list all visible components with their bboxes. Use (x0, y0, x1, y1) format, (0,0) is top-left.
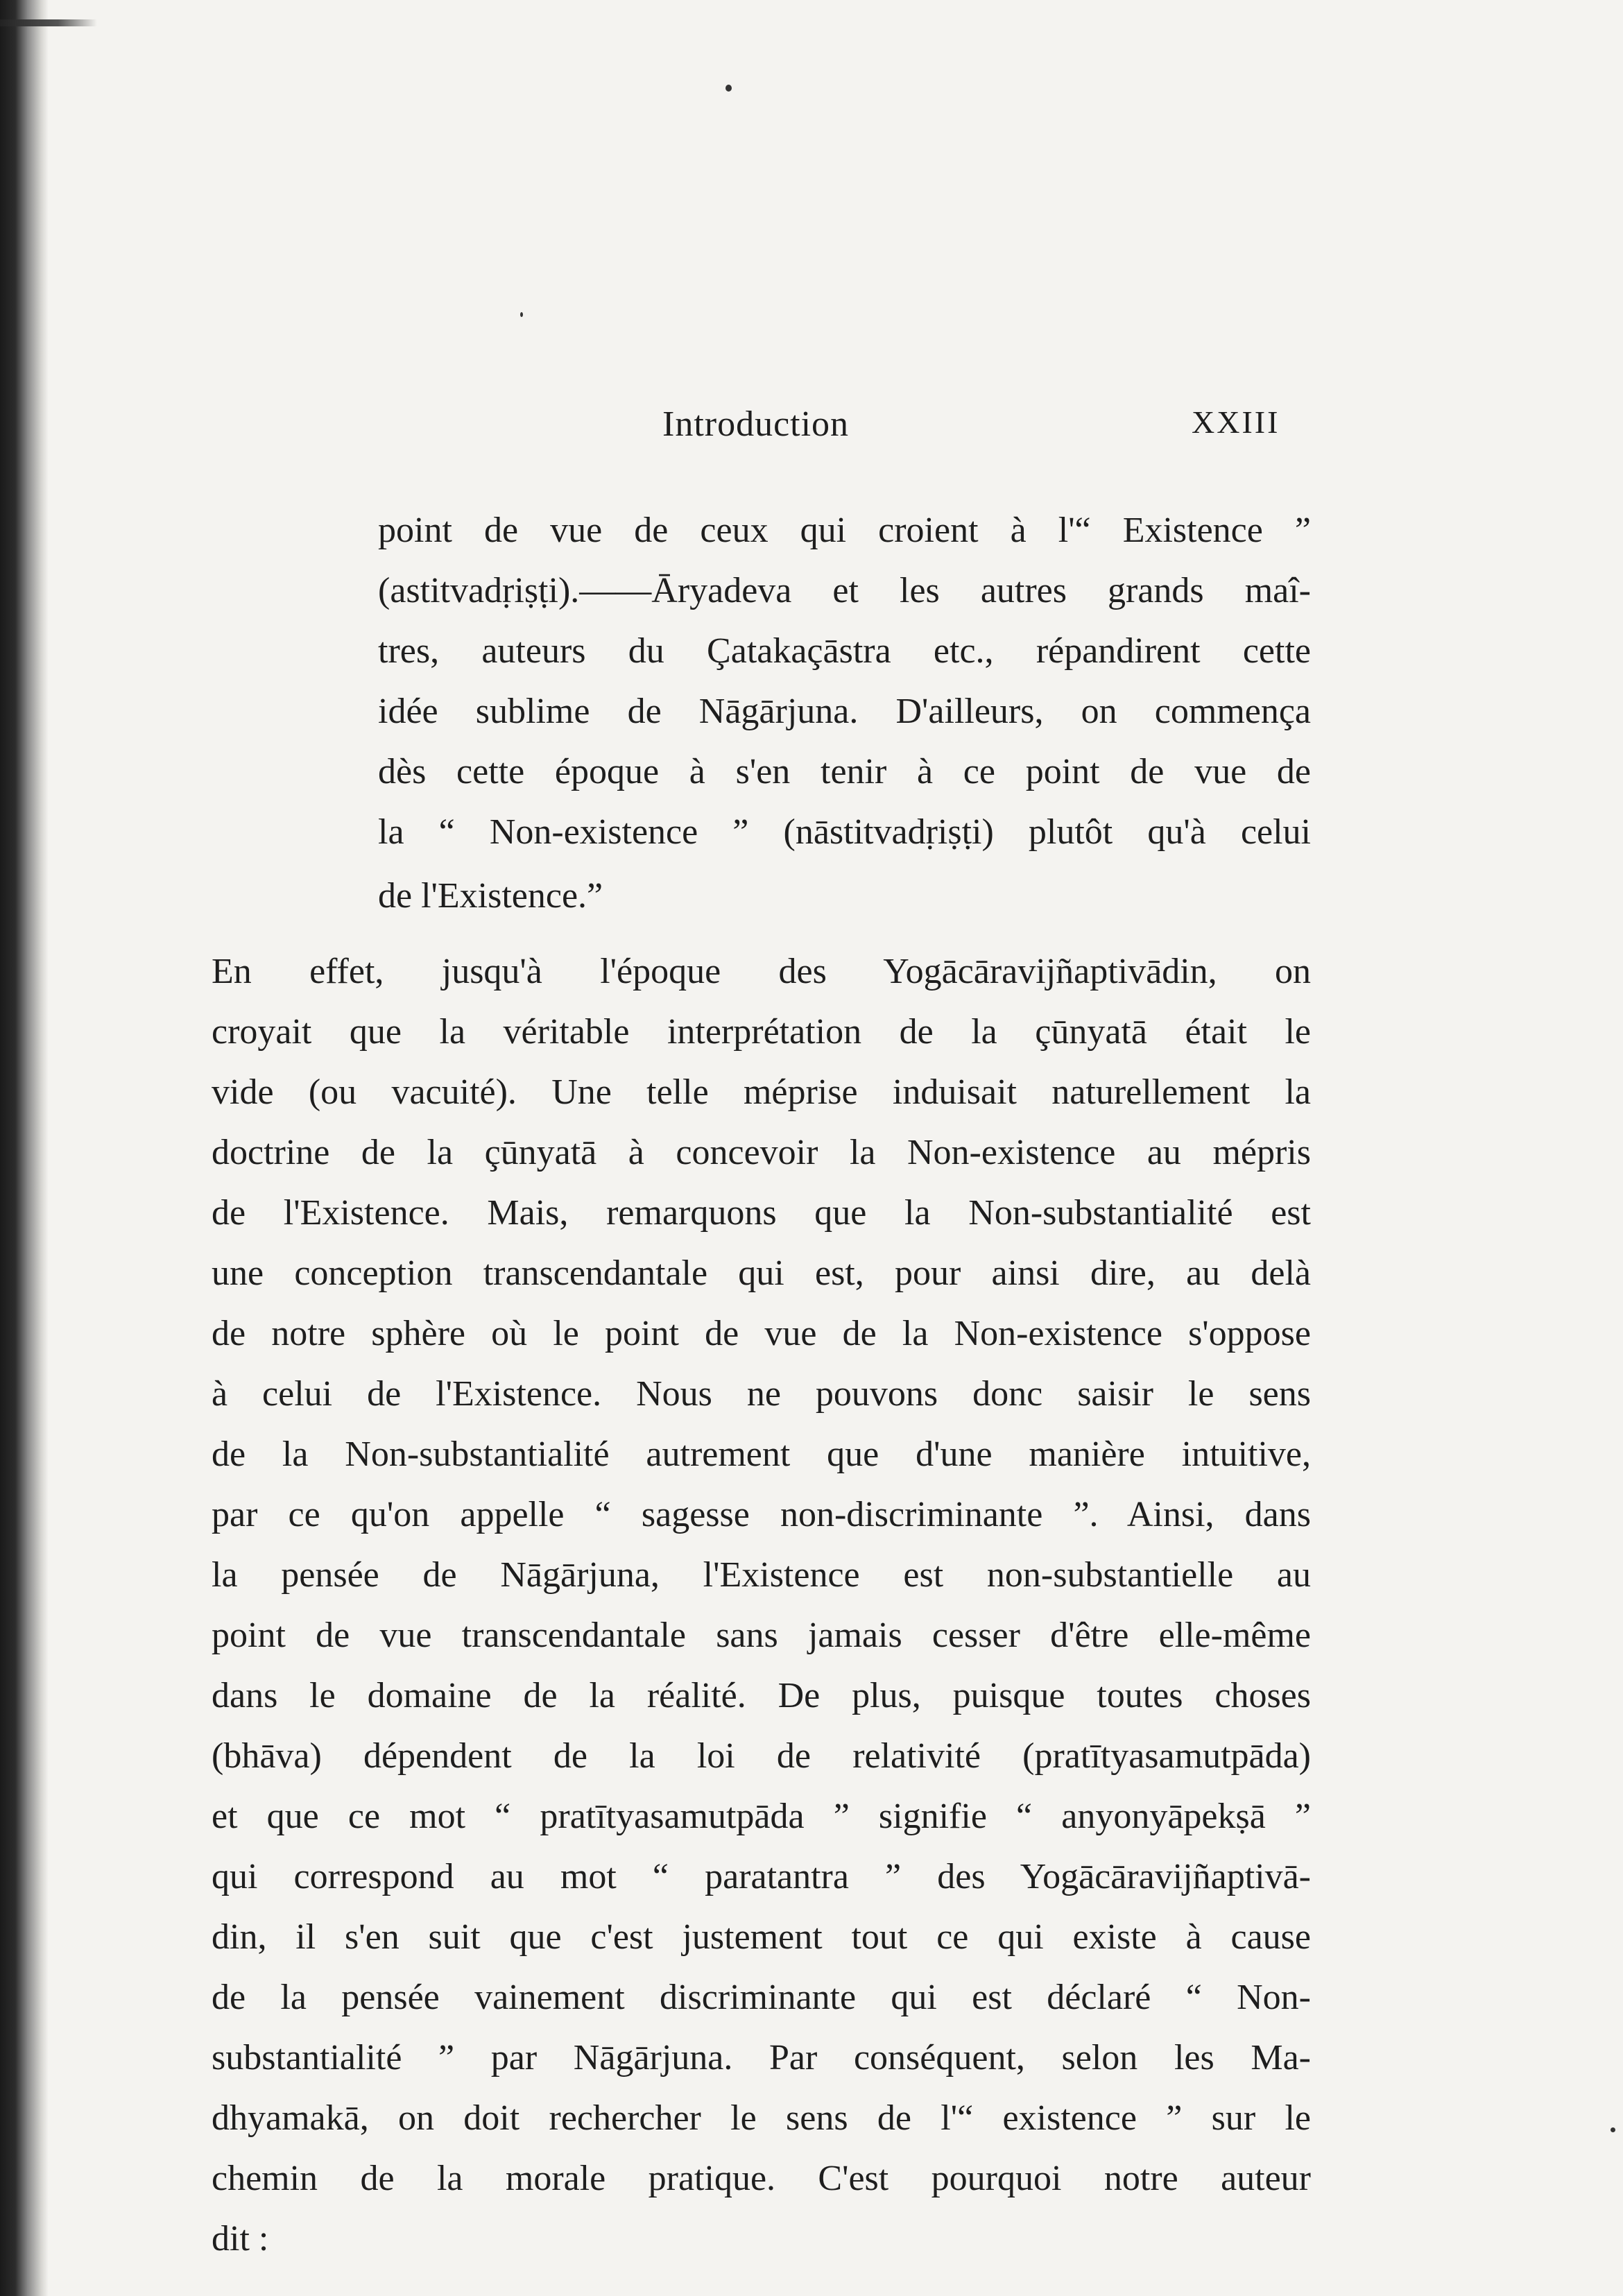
quote-line: idée sublime de Nāgārjuna. D'ailleurs, on commença (378, 692, 1311, 731)
body-line: substantialité ” par Nāgārjuna. Par conséquent, selon les Ma- (212, 2038, 1311, 2077)
body-line: point de vue transcendantale sans jamais cesser d'être elle-même (212, 1616, 1311, 1655)
body-line: En effet, jusqu'à l'époque des Yogācāravijñaptivādin, on (212, 952, 1311, 991)
quote-line: point de vue de ceux qui croient à l'“ Existence ” (378, 511, 1311, 550)
book-spine-shadow (0, 0, 49, 2296)
body-line: (bhāva) dépendent de la loi de relativité (pratītyasamutpāda) (212, 1736, 1311, 1776)
quote-line: dès cette époque à s'en tenir à ce point de vue de (378, 752, 1311, 791)
page-number: XXIII (1192, 404, 1280, 440)
body-line: de la pensée vainement discriminante qui est déclaré “ Non- (212, 1978, 1311, 2017)
body-line: de la Non-substantialité autrement que d'une manière intuitive, (212, 1434, 1311, 1474)
ink-speck (1611, 2127, 1615, 2132)
body-line: dit : (212, 2219, 269, 2259)
body-line: din, il s'en suit que c'est justement tout ce qui existe à cause (212, 1917, 1311, 1957)
body-line: croyait que la véritable interprétation de la çūnyatā était le (212, 1012, 1311, 1052)
quote-line: de l'Existence.” (378, 876, 603, 916)
ink-speck (725, 85, 732, 92)
body-line: une conception transcendantale qui est, pour ainsi dire, au delà (212, 1253, 1311, 1293)
body-line: vide (ou vacuité). Une telle méprise induisait naturellement la (212, 1072, 1311, 1112)
body-line: dhyamakā, on doit rechercher le sens de l'“ existence ” sur le (212, 2098, 1311, 2138)
running-title: Introduction (662, 404, 850, 444)
book-spine-top-edge (0, 19, 97, 26)
body-line: la pensée de Nāgārjuna, l'Existence est non-substantielle au (212, 1555, 1311, 1595)
body-line: qui correspond au mot “ paratantra ” des Yogācāravijñaptivā- (212, 1857, 1311, 1896)
ink-speck (520, 312, 523, 317)
body-line: par ce qu'on appelle “ sagesse non-discriminante ”. Ainsi, dans (212, 1495, 1311, 1534)
body-line: chemin de la morale pratique. C'est pourquoi notre auteur (212, 2159, 1311, 2198)
body-line: doctrine de la çūnyatā à concevoir la Non-existence au mépris (212, 1133, 1311, 1172)
body-line: à celui de l'Existence. Nous ne pouvons donc saisir le sens (212, 1374, 1311, 1414)
quote-line: la “ Non-existence ” (nāstitvadṛiṣṭi) plutôt qu'à celui (378, 812, 1311, 852)
quote-line: (astitvadṛiṣṭi).——Āryadeva et les autres grands maî- (378, 571, 1311, 610)
body-line: dans le domaine de la réalité. De plus, puisque toutes choses (212, 1676, 1311, 1715)
body-line: de notre sphère où le point de vue de la Non-existence s'oppose (212, 1314, 1311, 1353)
body-line: de l'Existence. Mais, remarquons que la Non-substantialité est (212, 1193, 1311, 1233)
body-line: et que ce mot “ pratītyasamutpāda ” signifie “ anyonyāpekṣā ” (212, 1797, 1311, 1836)
quote-line: tres, auteurs du Çatakaçāstra etc., répandirent cette (378, 631, 1311, 671)
